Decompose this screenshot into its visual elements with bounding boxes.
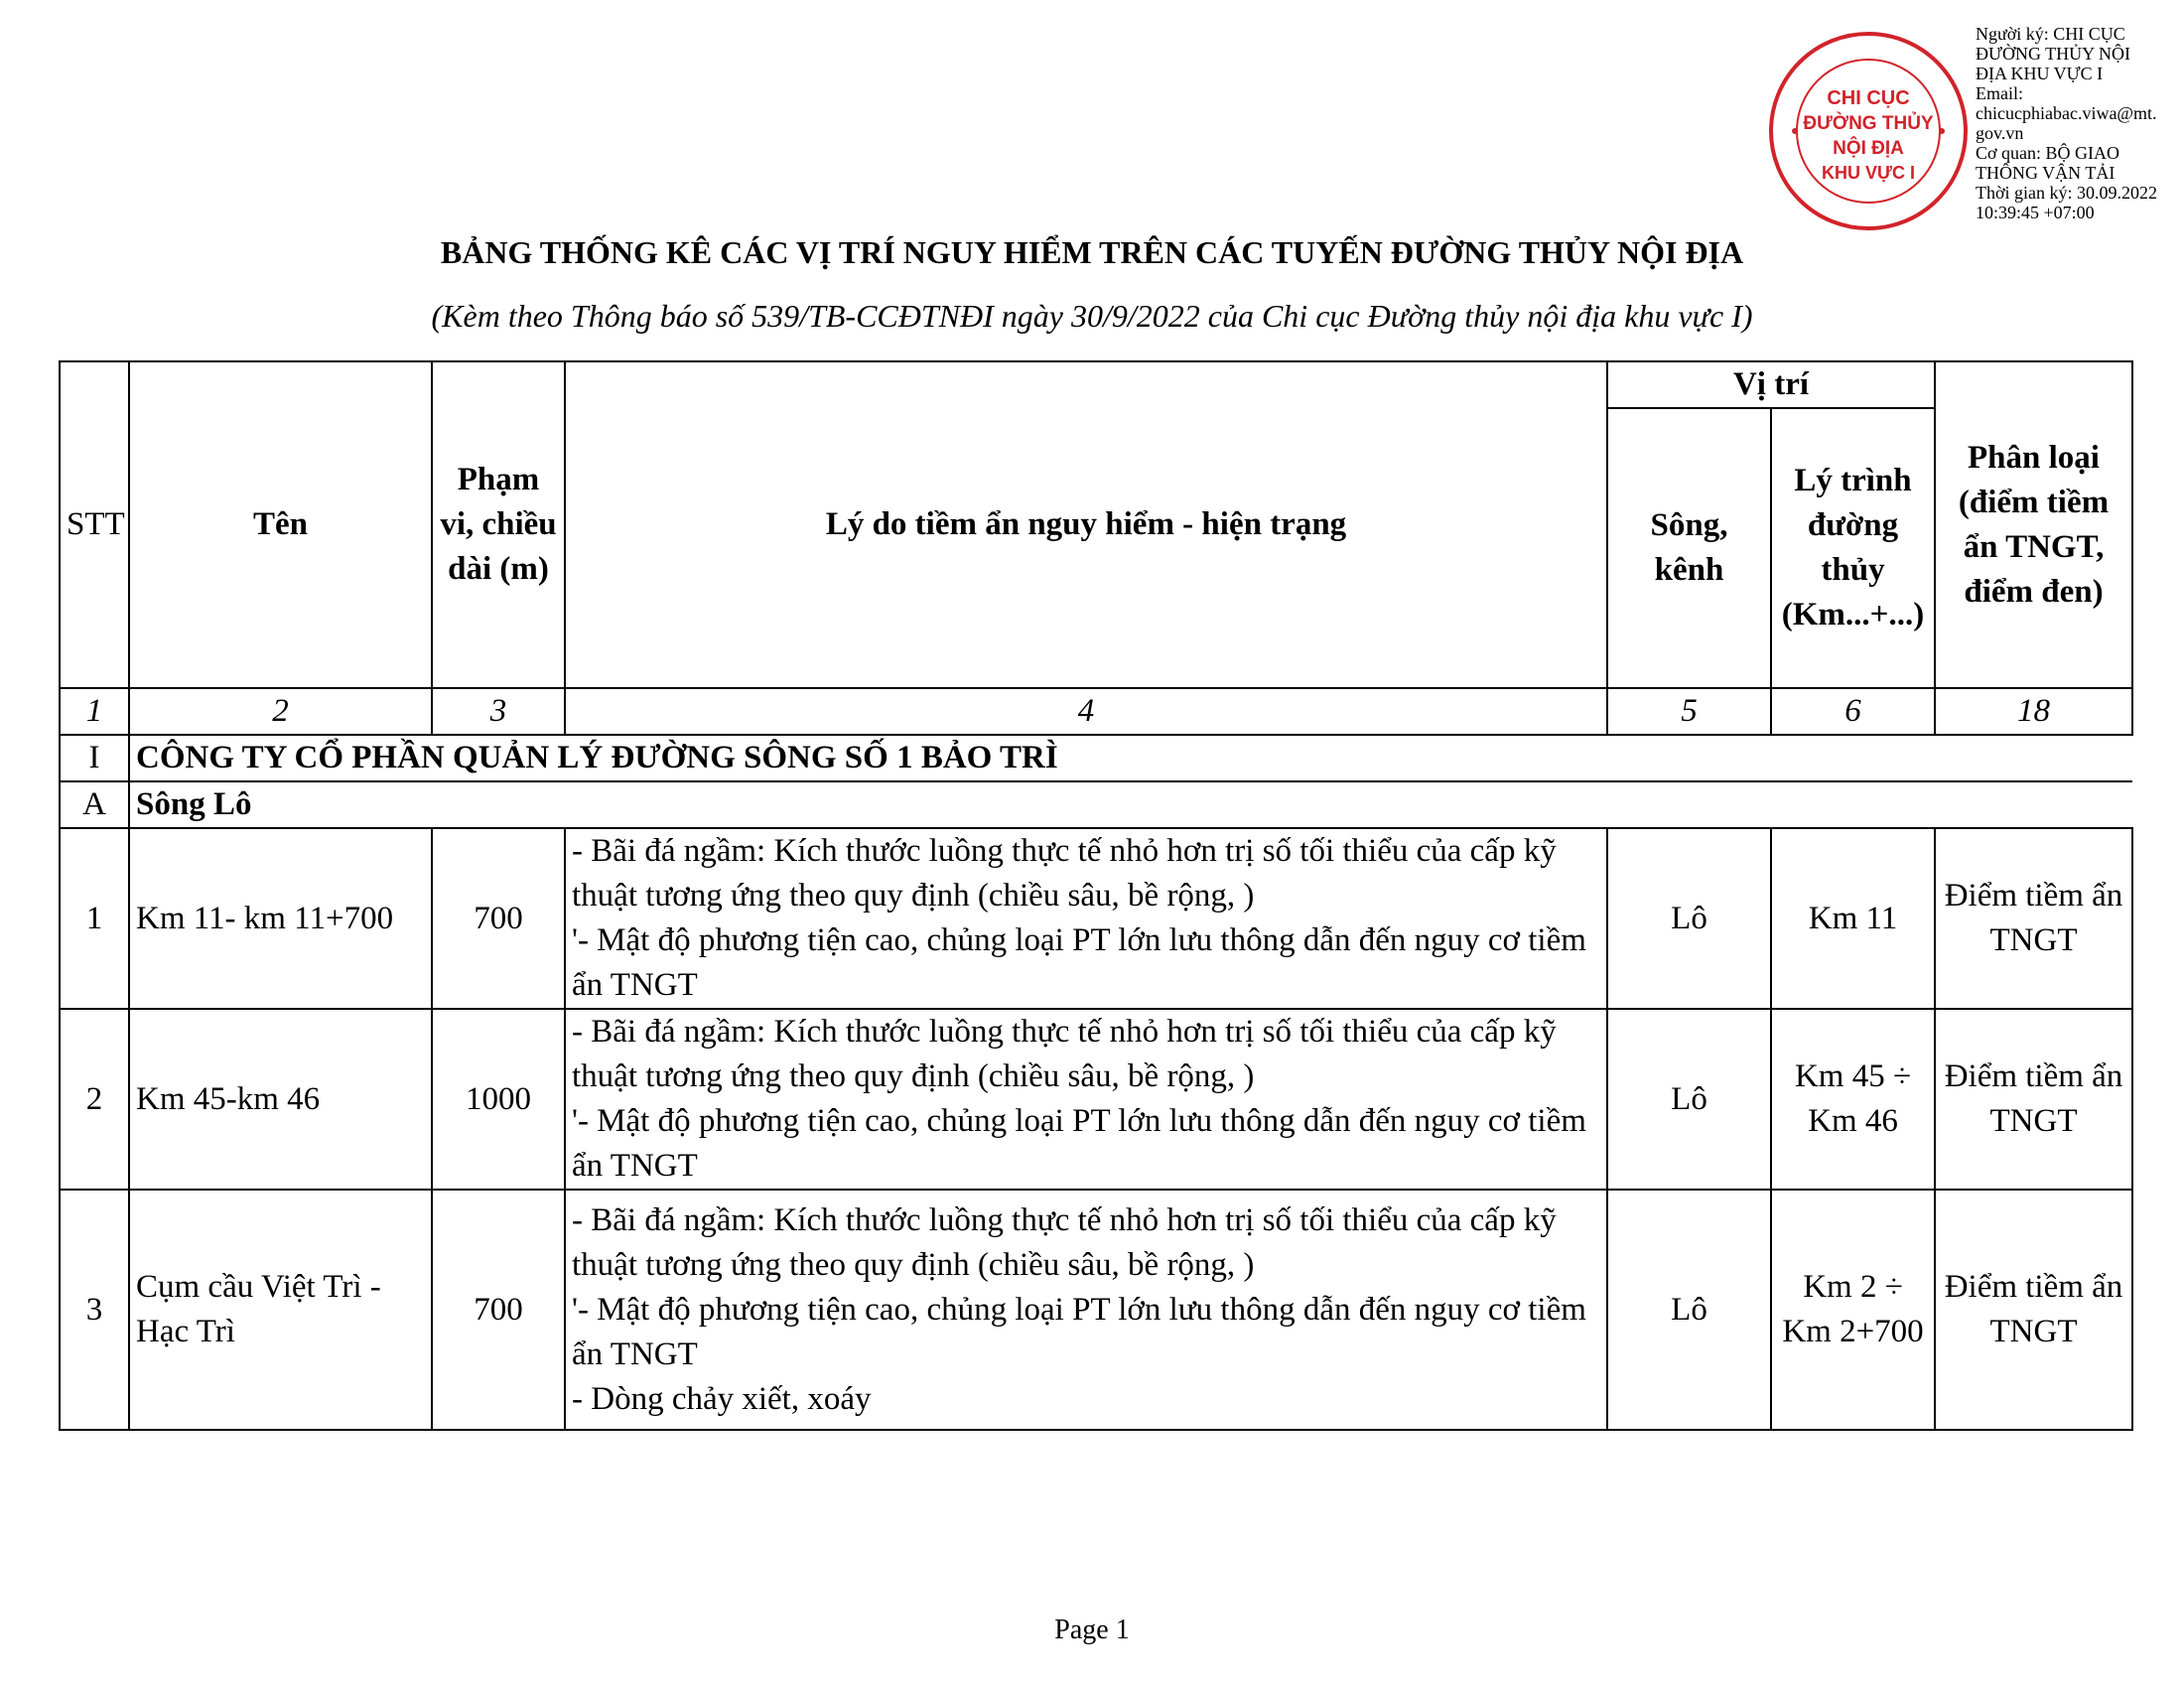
signer-line: gov.vn: [1976, 123, 2024, 143]
document-title: BẢNG THỐNG KÊ CÁC VỊ TRÍ NGUY HIỂM TRÊN CÁC TUYẾN ĐƯỜNG THỦY NỘI ĐỊA: [440, 234, 1744, 270]
row-ly-trinh: Km 45 ÷ Km 46: [1771, 1009, 1935, 1190]
column-number: 1: [60, 688, 129, 735]
signer-line: chicucphiabac.viwa@mt.: [1976, 103, 2157, 123]
hazard-table: [59, 360, 2133, 1431]
header-ly-trinh: Lý trình đường thủy (Km...+...): [1771, 408, 1935, 688]
row-ten: Cụm cầu Việt Trì - Hạc Trì: [129, 1190, 432, 1430]
signer-line: 10:39:45 +07:00: [1976, 203, 2095, 222]
row-ly-do: - Bãi đá ngầm: Kích thước luồng thực tế nhỏ hơn trị số tối thiểu của cấp kỹ thuật tương ứng theo quy định (chiều sâu, bề rộng, ) '- Mật độ phương tiện cao, chủng loại PT lớn lưu thông dẫn đến nguy cơ tiềm ẩn TNGT: [565, 1009, 1607, 1190]
row-phan-loai: Điểm tiềm ẩn TNGT: [1935, 828, 2132, 1009]
row-stt: 2: [60, 1009, 129, 1190]
subsection-name: Sông Lô: [129, 781, 2132, 828]
row-pham-vi: 700: [432, 828, 565, 1009]
header-ten: Tên: [129, 361, 432, 688]
header-vi-tri: Vị trí: [1607, 361, 1935, 408]
row-ten: Km 45-km 46: [129, 1009, 432, 1190]
subsection-index: A: [60, 781, 129, 828]
row-ly-trinh: Km 2 ÷ Km 2+700: [1771, 1190, 1935, 1430]
svg-text:KHU VỰC I: KHU VỰC I: [1822, 163, 1915, 183]
column-number: 2: [129, 688, 432, 735]
column-number: 4: [565, 688, 1607, 735]
document-subtitle: (Kèm theo Thông báo số 539/TB-CCĐTNĐI ngày 30/9/2022 của Chi cục Đường thủy nội địa khu vực I): [431, 298, 1753, 334]
column-number: 5: [1607, 688, 1771, 735]
signer-line: Email:: [1976, 83, 2023, 103]
svg-text:ĐƯỜNG THỦY: ĐƯỜNG THỦY: [1803, 113, 1934, 134]
column-number: 18: [1935, 688, 2132, 735]
row-pham-vi: 1000: [432, 1009, 565, 1190]
row-pham-vi: 700: [432, 1190, 565, 1430]
header-phan-loai: Phân loại (điểm tiềm ẩn TNGT, điểm đen): [1935, 361, 2132, 688]
row-ly-do: - Bãi đá ngầm: Kích thước luồng thực tế nhỏ hơn trị số tối thiểu của cấp kỹ thuật tương ứng theo quy định (chiều sâu, bề rộng, ) '- Mật độ phương tiện cao, chủng loại PT lớn lưu thông dẫn đến nguy cơ tiềm ẩn TNGT - Dòng chảy xiết, xoáy: [565, 1190, 1607, 1430]
row-song-kenh: Lô: [1607, 1190, 1771, 1430]
row-song-kenh: Lô: [1607, 1009, 1771, 1190]
row-ten: Km 11- km 11+700: [129, 828, 432, 1009]
page-number: Page 1: [1054, 1615, 1130, 1645]
signer-line: Người ký: CHI CỤC: [1976, 24, 2125, 44]
row-stt: 3: [60, 1190, 129, 1430]
signer-line: THÔNG VẬN TẢI: [1976, 163, 2116, 183]
signer-line: Cơ quan: BỘ GIAO: [1976, 143, 2120, 163]
svg-text:NỘI ĐỊA: NỘI ĐỊA: [1833, 138, 1904, 159]
signer-line: Thời gian ký: 30.09.2022: [1976, 183, 2158, 203]
header-stt: STT: [60, 361, 129, 688]
row-ly-do: - Bãi đá ngầm: Kích thước luồng thực tế nhỏ hơn trị số tối thiểu của cấp kỹ thuật tương ứng theo quy định (chiều sâu, bề rộng, ) '- Mật độ phương tiện cao, chủng loại PT lớn lưu thông dẫn đến nguy cơ tiềm ẩn TNGT: [565, 828, 1607, 1009]
header-ly-do: Lý do tiềm ẩn nguy hiểm - hiện trạng: [565, 361, 1607, 688]
row-ly-trinh: Km 11: [1771, 828, 1935, 1009]
table-row: [60, 1190, 2132, 1430]
section-index: I: [60, 735, 129, 781]
section-name: CÔNG TY CỔ PHẦN QUẢN LÝ ĐƯỜNG SÔNG SỐ 1 BẢO TRÌ: [129, 735, 2132, 781]
signer-line: ĐƯỜNG THỦY NỘI: [1976, 44, 2130, 64]
header-pham-vi: Phạm vi, chiều dài (m): [432, 361, 565, 688]
row-song-kenh: Lô: [1607, 828, 1771, 1009]
official-seal: [1767, 30, 1971, 233]
column-number: 6: [1771, 688, 1935, 735]
svg-text:CHI CỤC: CHI CỤC: [1827, 87, 1910, 109]
table-row: [60, 828, 2132, 1009]
row-phan-loai: Điểm tiềm ẩn TNGT: [1935, 1190, 2132, 1430]
row-stt: 1: [60, 828, 129, 1009]
header-song-kenh: Sông, kênh: [1607, 408, 1771, 688]
digital-signature-info: [1976, 24, 2179, 222]
table-row: [60, 1009, 2132, 1190]
column-number: 3: [432, 688, 565, 735]
row-phan-loai: Điểm tiềm ẩn TNGT: [1935, 1009, 2132, 1190]
signer-line: ĐỊA KHU VỰC I: [1976, 64, 2104, 83]
